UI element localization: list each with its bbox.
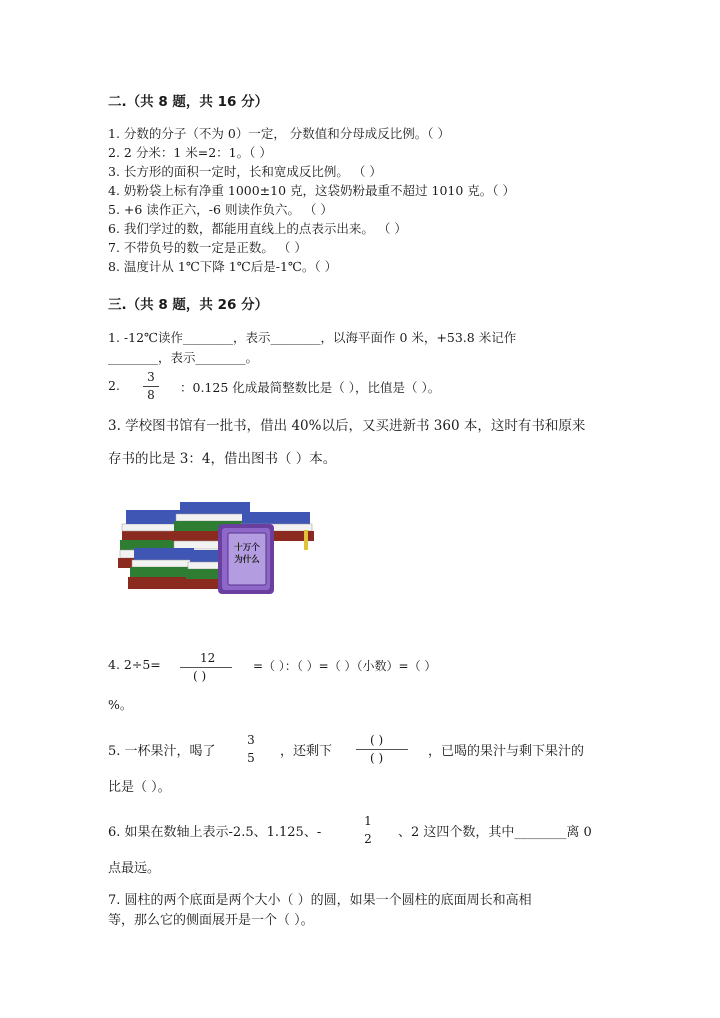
fraction-bar [360,830,376,831]
fraction-3-5 [243,733,259,766]
fraction-bar [243,749,259,750]
s2-question-1: 1. 分数的分子（不为 0）一定， 分数值和分母成反比例。（ ） [108,126,451,141]
s2-question-4: 4. 奶粉袋上标有净重 1000±10 克，这袋奶粉最重不超过 1010 克。（ ） [108,183,516,198]
books-illustration [114,500,324,600]
s2-question-5: 5. +6 读作正六，-6 则读作负六。 （ ） [108,202,333,217]
q5-blank-numerator: ( ) [370,733,384,747]
s2-question-8: 8. 温度计从 1℃下降 1℃后是-1℃。（ ） [108,259,338,274]
s3-q3-line2: 存书的比是 3：4，借出图书（ ）本。 [108,451,337,467]
section3-heading: 三.（共 8 题，共 26 分） [108,297,269,313]
s3-q5-line2: 比是（ ）。 [108,780,171,795]
q4-fraction-denominator: ( ) [193,669,207,683]
s3-q2-number: 2. [108,378,120,393]
s3-q7-line1: 7. 圆柱的两个底面是两个大小（ ）的圆，如果一个圆柱的底面周长和高相 [108,893,532,908]
book-title-line2: 为什么 [234,555,260,565]
s3-q6-line2: 点最远。 [108,861,161,876]
fraction-denominator: 5 [247,751,255,765]
fraction-denominator: 8 [147,388,155,402]
s3-q1-line2: ________，表示________。 [108,350,259,365]
fraction-3-8 [143,370,159,403]
s3-q6-prefix: 6. 如果在数轴上表示-2.5、1.125、- [108,825,322,840]
s2-question-7: 7. 不带负号的数一定是正数。 （ ） [108,240,307,255]
book-title-line1: 十万个 [234,543,260,553]
s3-q4-prefix: 4. 2÷5= [108,657,161,672]
fraction-numerator: 3 [147,370,155,384]
fraction-denominator: 2 [364,832,372,846]
s3-q5-mid: ，还剩下 [280,744,333,759]
s2-question-2: 2. 2 分米：1 米=2：1。（ ） [108,145,272,160]
q4-fraction-bar [180,667,232,668]
s3-q7-line2: 等，那么它的侧面展开是一个（ ）。 [108,913,314,928]
fraction-numerator: 1 [364,814,372,828]
s3-q6-text: 、2 这四个数，其中________离 0 [398,825,592,840]
s3-q4-line2: %。 [108,697,133,712]
s3-q2-text: ：0.125 化成最简整数比是（ ），比值是（ ）。 [180,380,441,395]
fraction-1-2 [360,814,376,847]
s2-question-3: 3. 长方形的面积一定时，长和宽成反比例。 （ ） [108,164,382,179]
section2-heading: 二.（共 8 题，共 16 分） [108,94,269,110]
s3-q5-text: ，已喝的果汁与剩下果汁的 [428,744,585,759]
q5-fraction-bar [356,749,408,750]
q5-blank-denominator: ( ) [370,751,384,765]
fraction-numerator: 3 [247,733,255,747]
fraction-bar [143,386,159,387]
q4-fraction-numerator: 12 [200,651,216,665]
s3-q3-line1: 3. 学校图书馆有一批书，借出 40%以后，又买进新书 360 本，这时有书和原来 [108,418,586,434]
s3-q5-prefix: 5. 一杯果汁，喝了 [108,744,216,759]
s3-q4-text: =（ ）：（ ）=（ ）（小数）=（ ） [253,659,437,673]
s2-question-6: 6. 我们学过的数，都能用直线上的点表示出来。 （ ） [108,221,407,236]
s3-q1-line1: 1. -12℃读作________，表示________，以海平面作 0 米，+53.8 米记作 [108,330,517,345]
